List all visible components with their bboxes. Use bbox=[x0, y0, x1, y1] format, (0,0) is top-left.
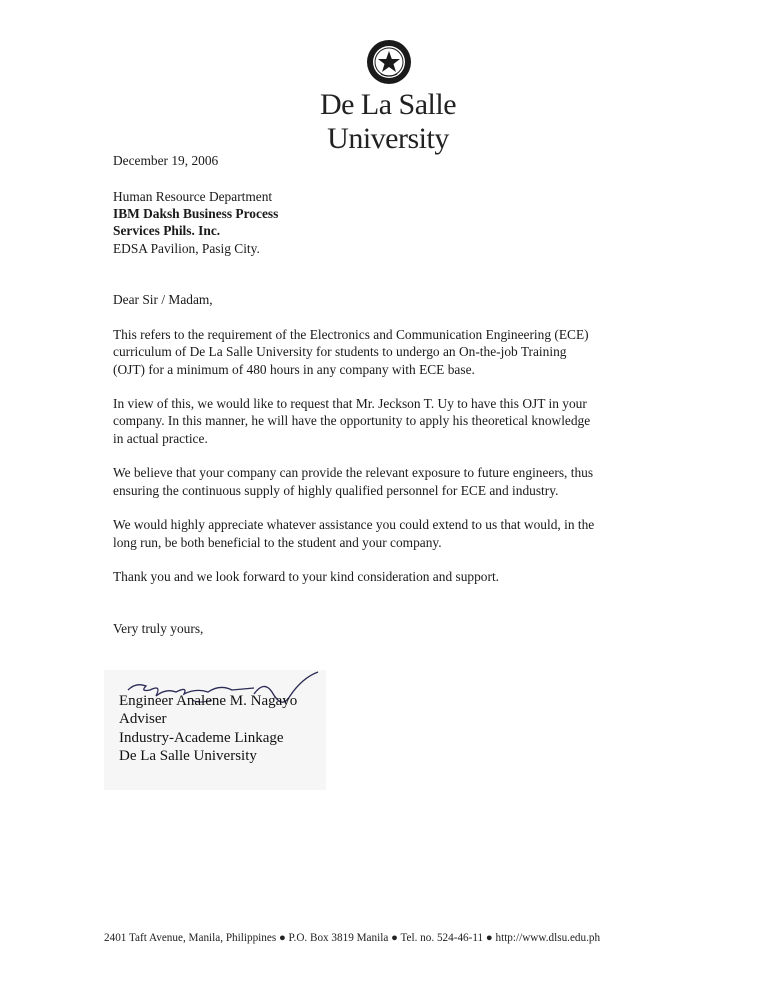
salutation: Dear Sir / Madam, bbox=[113, 292, 213, 307]
closing: Very truly yours, bbox=[113, 621, 204, 636]
body-paragraph-3-line: We believe that your company can provide the relevant exposure to future engineers, thus bbox=[113, 465, 594, 480]
body-paragraph-5-line: Thank you and we look forward to your kind consideration and support. bbox=[113, 569, 500, 584]
body-paragraph-4-line: long run, be both beneficial to the student and your company. bbox=[113, 535, 442, 550]
university-seal-icon bbox=[365, 38, 413, 86]
body-paragraph-4-line: We would highly appreciate whatever assistance you could extend to us that would, in the bbox=[113, 517, 595, 532]
body-paragraph-3-line: ensuring the continuous supply of highly qualified personnel for ECE and industry. bbox=[113, 483, 559, 498]
body-paragraph-2-line: company. In this manner, he will have the opportunity to apply his theoretical knowledge bbox=[113, 413, 591, 428]
footer-contact-info: 2401 Taft Avenue, Manila, Philippines ● P.O. Box 3819 Manila ● Tel. no. 524-46-11 ● http://www.dlsu.edu.ph bbox=[104, 932, 601, 944]
letterhead-university-name: De La Salle University bbox=[319, 88, 457, 155]
recipient-company-line1: IBM Daksh Business Process bbox=[113, 206, 279, 221]
signatory-institution: De La Salle University bbox=[119, 748, 257, 764]
recipient-department: Human Resource Department bbox=[113, 189, 273, 204]
body-paragraph-1-line: (OJT) for a minimum of 480 hours in any company with ECE base. bbox=[113, 362, 475, 377]
letterhead bbox=[260, 38, 516, 155]
body-paragraph-2-line: In view of this, we would like to request that Mr. Jeckson T. Uy to have this OJT in your bbox=[113, 396, 587, 411]
signatory-name: Engineer Analene M. Nagayo bbox=[119, 693, 298, 709]
body-paragraph-1-line: curriculum of De La Salle University for students to undergo an On-the-job Training bbox=[113, 344, 567, 359]
recipient-company-line2: Services Phils. Inc. bbox=[113, 223, 221, 238]
signature-block bbox=[104, 670, 326, 790]
recipient-address: EDSA Pavilion, Pasig City. bbox=[113, 241, 260, 256]
letter-date: December 19, 2006 bbox=[113, 153, 219, 168]
body-paragraph-2-line: in actual practice. bbox=[113, 431, 208, 446]
signatory-title: Adviser bbox=[119, 711, 167, 727]
body-paragraph-1-line: This refers to the requirement of the Electronics and Communication Engineering (ECE) bbox=[113, 327, 589, 342]
signatory-office: Industry-Academe Linkage bbox=[119, 730, 284, 746]
